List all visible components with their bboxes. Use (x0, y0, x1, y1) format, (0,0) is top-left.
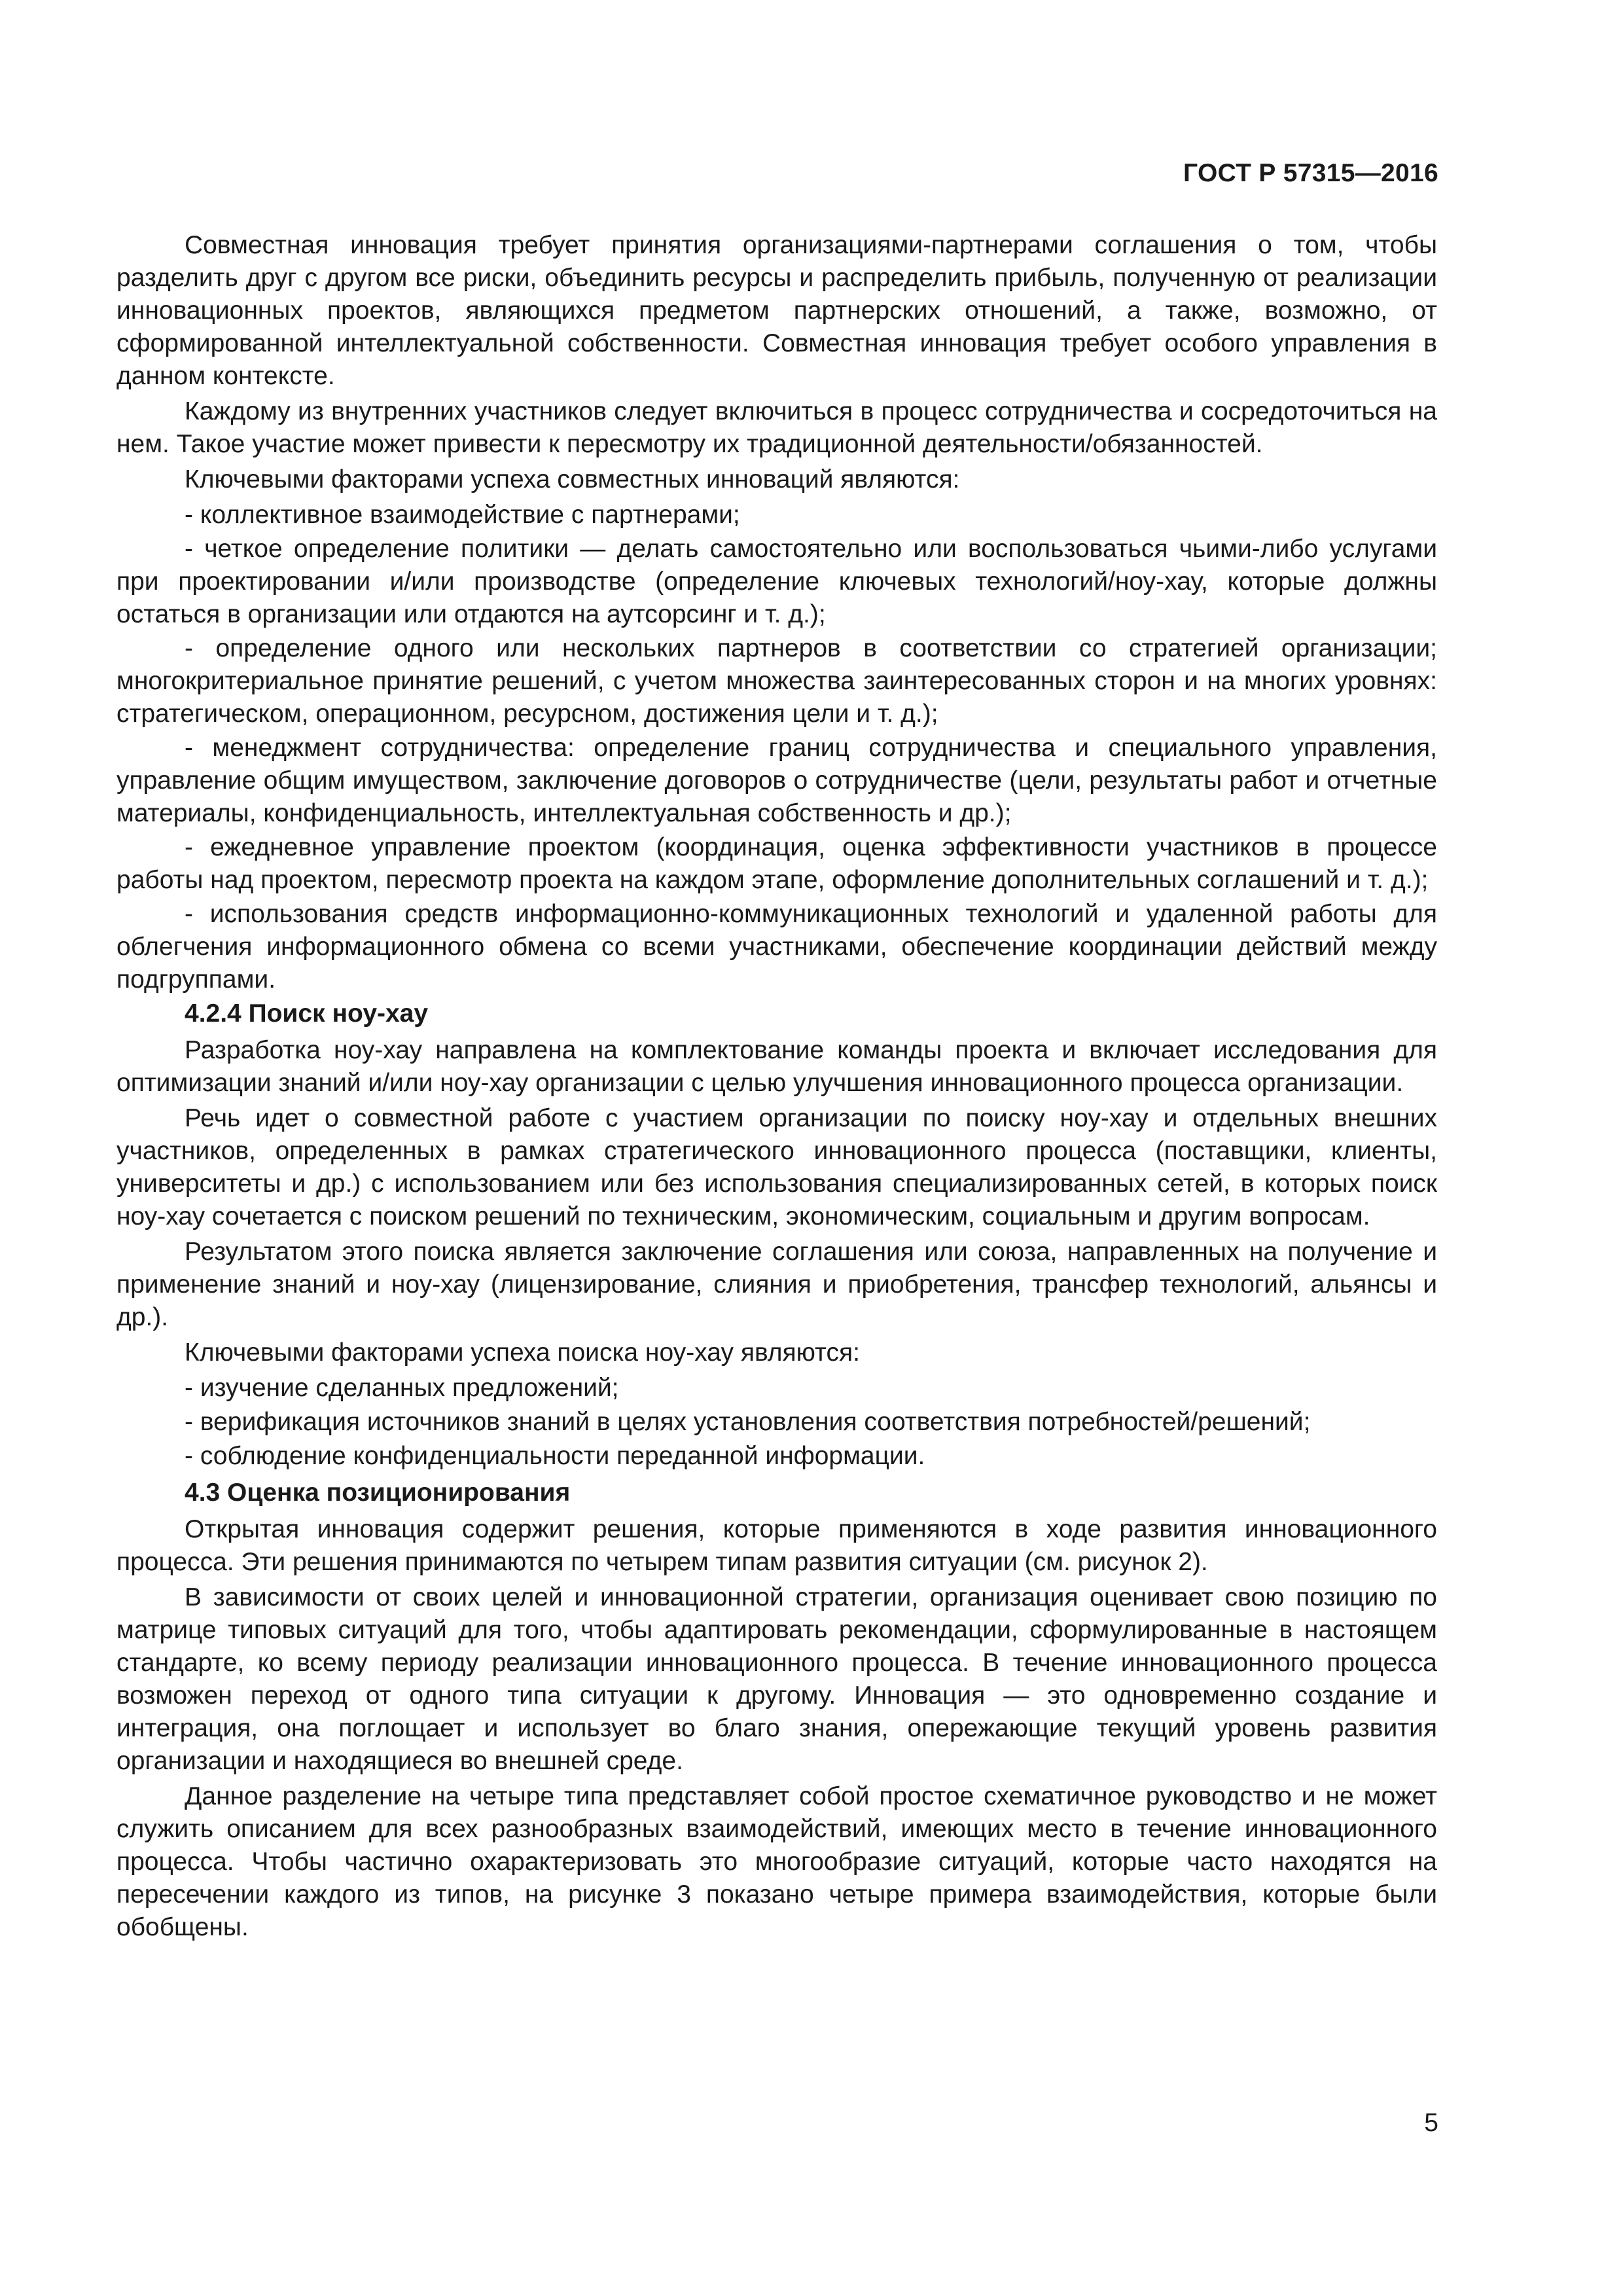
list-item: - верификация источников знаний в целях установления соответствия потребностей/решений; (185, 1408, 1311, 1436)
paragraph: Данное разделение на четыре типа представляет собой простое схематичное руководство и не может служить описанием для всех разнообразных взаимодействий, имеющих место в течение инновационного процесса. Чтобы частично охарактеризовать это многообразие ситуаций, которые часто находятся на пересечении каждого из типов, на рисунке 3 показано четыре примера взаимодействия, которые были обобщены. (116, 1782, 1437, 1941)
paragraph: Совместная инновация требует принятия организациями-партнерами соглашения о том, чтобы разделить друг с другом все риски, объединить ресурсы и распределить прибыль, полученную от реализации инновационных проектов, являющихся предметом партнерских отношений, а также, возможно, от сформированной интеллектуальной собственности. Совместная инновация требует особого управления в данном контексте. (116, 231, 1437, 390)
list-item: - соблюдение конфиденциальности переданной информации. (185, 1442, 925, 1470)
list-item: - коллективное взаимодействие с партнерами; (185, 501, 740, 529)
paragraph: Открытая инновация содержит решения, которые применяются в ходе развития инновационного процесса. Эти решения принимаются по четырем типам развития ситуации (см. рисунок 2). (116, 1515, 1437, 1576)
list-item: - использования средств информационно-коммуникационных технологий и удаленной работы для облегчения информационного обмена со всеми участниками, обеспечение координации действий между подгруппами. (116, 900, 1437, 994)
page-number: 5 (1424, 2109, 1438, 2137)
paragraph: Результатом этого поиска является заключение соглашения или союза, направленных на получение и применение знаний и ноу-хау (лицензирование, слияния и приобретения, трансфер технологий, альянсы и др.). (116, 1238, 1437, 1331)
list-item: - менеджмент сотрудничества: определение границ сотрудничества и специального управления, управление общим имуществом, заключение договоров о сотрудничестве (цели, результаты работ и отчетные материалы, конфиденциальность, интеллектуальная собственность и др.); (116, 734, 1437, 827)
paragraph: Каждому из внутренних участников следует включиться в процесс сотрудничества и сосредоточиться на нем. Такое участие может привести к пересмотру их традиционной деятельности/обязанностей. (116, 397, 1437, 458)
paragraph: Речь идет о совместной работе с участием организации по поиску ноу-хау и отдельных внешних участников, определенных в рамках стратегического инновационного процесса (поставщики, клиенты, университеты и др.) с использованием или без использования специализированных сетей, в которых поиск ноу-хау сочетается с поиском решений по техническим, экономическим, социальным и другим вопросам. (116, 1104, 1437, 1230)
paragraph: Ключевыми факторами успеха поиска ноу-хау являются: (185, 1338, 860, 1367)
document-body (116, 229, 1437, 1946)
list-item: - ежедневное управление проектом (координация, оценка эффективности участников в процессе работы над проектом, пересмотр проекта на каждом этапе, оформление дополнительных соглашений и т. д.); (116, 833, 1437, 894)
section-heading: 4.3 Оценка позиционирования (185, 1479, 571, 1507)
paragraph: Разработка ноу-хау направлена на комплектование команды проекта и включает исследования для оптимизации знаний и/или ноу-хау организации с целью улучшения инновационного процесса организации. (116, 1036, 1437, 1097)
paragraph: Ключевыми факторами успеха совместных инноваций являются: (185, 465, 960, 493)
list-item: - четкое определение политики — делать самостоятельно или воспользоваться чьими-либо услугами при проектировании и/или производстве (определение ключевых технологий/ноу-хау, которые должны остаться в организации или отдаются на аутсорсинг и т. д.); (116, 535, 1437, 628)
section-heading: 4.2.4 Поиск ноу-хау (185, 999, 429, 1028)
paragraph: В зависимости от своих целей и инновационной стратегии, организация оценивает свою позицию по матрице типовых ситуаций для того, чтобы адаптировать рекомендации, сформулированные в настоящем стандарте, ко всему периоду реализации инновационного процесса. В течение инновационного процесса возможен переход от одного типа ситуации к другому. Инновация — это одновременно создание и интеграция, она поглощает и использует во благо знания, опережающие текущий уровень развития организации и находящиеся во внешней среде. (116, 1583, 1437, 1775)
document-header: ГОСТ Р 57315—2016 (1183, 159, 1438, 187)
list-item: - изучение сделанных предложений; (185, 1374, 619, 1402)
list-item: - определение одного или нескольких партнеров в соответствии со стратегией организации; многокритериальное принятие решений, с учетом множества заинтересованных сторон и на многих уровнях: стратегическом, операционном, ресурсном, достижения цели и т. д.); (116, 634, 1437, 728)
